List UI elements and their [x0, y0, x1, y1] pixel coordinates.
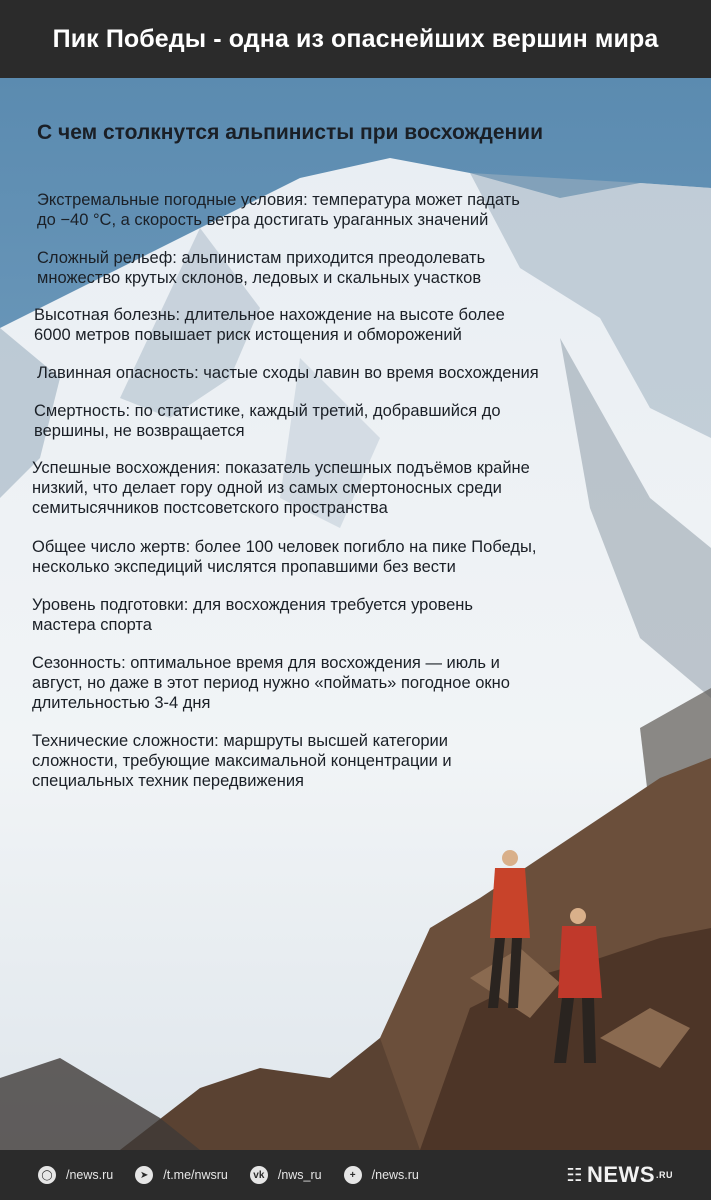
news-logo-icon: ☷	[566, 1164, 583, 1185]
telegram-icon: ➤	[135, 1166, 153, 1184]
brand-name: NEWS	[587, 1162, 655, 1187]
footer-link-site[interactable]	[38, 1166, 113, 1184]
info-panel	[0, 78, 711, 1150]
footer-link-telegram[interactable]	[135, 1166, 228, 1184]
fact-success-line: семитысячников постсоветского пространства	[32, 499, 388, 517]
fact-preparation-line: Уровень подготовки: для восхождения требуется уровень	[32, 596, 473, 614]
header-bar	[0, 0, 711, 78]
fact-altitude-line: Высотная болезнь: длительное нахождение на высоте более	[34, 306, 505, 324]
fact-weather	[37, 190, 637, 230]
fact-altitude-line: 6000 метров повышает риск истощения и обморожений	[34, 326, 462, 344]
fact-technical-line: сложности, требующие максимальной концентрации и	[32, 752, 452, 770]
fact-preparation-line: мастера спорта	[32, 616, 152, 634]
section-subtitle: С чем столкнутся альпинисты при восхождении	[37, 121, 543, 144]
fact-technical	[32, 731, 632, 791]
footer-bar	[0, 1150, 711, 1200]
fact-mortality-line: Смертность: по статистике, каждый третий, добравшийся до	[34, 402, 501, 420]
fact-terrain	[37, 248, 637, 288]
page-title: Пик Победы - одна из опаснейших вершин мира	[52, 24, 659, 53]
fact-victims	[32, 537, 672, 577]
fact-mortality-line: вершины, не возвращается	[34, 422, 245, 440]
brand-logo	[566, 1162, 673, 1188]
footer-link-label: /nws_ru	[277, 1168, 322, 1182]
fact-weather-line: Экстремальные погодные условия: температура может падать	[37, 191, 520, 209]
fact-mortality	[34, 401, 634, 441]
fact-success-line: Успешные восхождения: показатель успешных подъёмов крайне	[32, 459, 530, 477]
fact-season-line: Сезонность: оптимальное время для восхождения — июль и	[32, 654, 500, 672]
fact-season-line: длительностью 3-4 дня	[32, 694, 211, 712]
plus-icon: +	[344, 1166, 362, 1184]
fact-season-line: август, но даже в этот период нужно «поймать» погодное окно	[32, 674, 510, 692]
fact-victims-line: несколько экспедиций числятся пропавшими без вести	[32, 558, 456, 576]
fact-season	[32, 653, 652, 713]
fact-technical-line: Технические сложности: маршруты высшей категории	[32, 732, 448, 750]
fact-success-rate	[32, 458, 652, 518]
fact-avalanche-line: Лавинная опасность: частые сходы лавин во время восхождения	[37, 364, 539, 382]
fact-altitude-sickness	[34, 305, 634, 345]
fact-avalanche	[37, 363, 677, 383]
fact-terrain-line: множество крутых склонов, ледовых и скальных участков	[37, 269, 482, 287]
brand-suffix: .RU	[656, 1170, 673, 1180]
footer-link-vk[interactable]	[250, 1166, 322, 1184]
footer-link-label: /news.ru	[371, 1168, 419, 1182]
fact-success-line: низкий, что делает гору одной из самых смертоносных среди	[32, 479, 502, 497]
fact-terrain-line: Сложный рельеф: альпинистам приходится преодолевать	[37, 249, 486, 267]
footer-link-label: /news.ru	[66, 1168, 114, 1182]
fact-preparation	[32, 595, 632, 635]
vk-icon: vk	[250, 1166, 268, 1184]
footer-link-label: /t.me/nwsru	[163, 1168, 228, 1182]
footer-link-other[interactable]	[344, 1166, 419, 1184]
globe-icon: ◯	[38, 1166, 56, 1184]
fact-victims-line: Общее число жертв: более 100 человек погибло на пике Победы,	[32, 538, 537, 556]
fact-technical-line: специальных техник передвижения	[32, 772, 304, 790]
fact-weather-line: до −40 °С, а скорость ветра достигать ураганных значений	[37, 211, 489, 229]
